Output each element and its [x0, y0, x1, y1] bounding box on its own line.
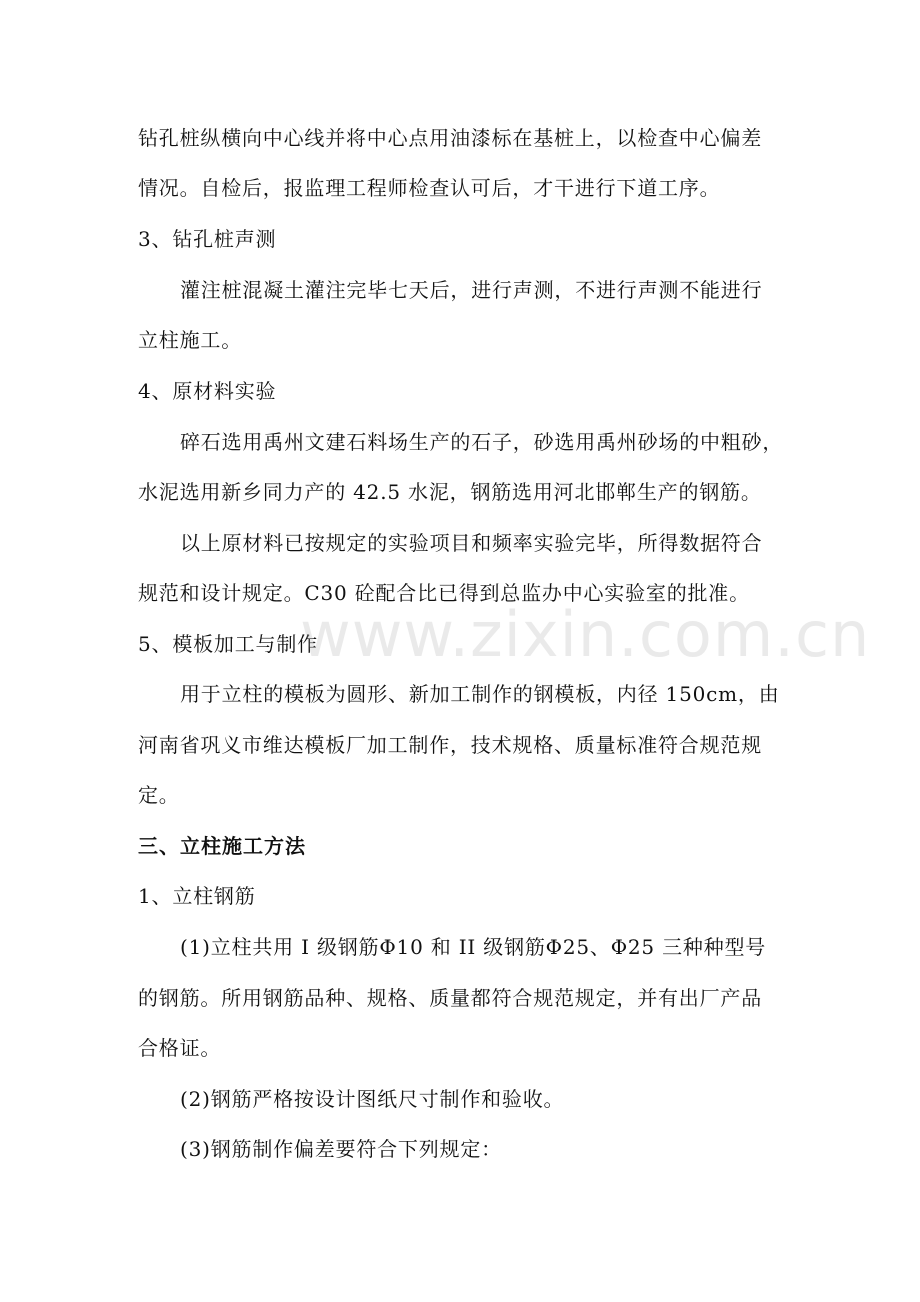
paragraph-line: (2)钢筋严格按设计图纸尺寸制作和验收。 [180, 1087, 565, 1111]
paragraph-line: 合格证。 [138, 1036, 222, 1060]
section-heading: 5、模板加工与制作 [138, 632, 318, 656]
section-heading: 3、钻孔桩声测 [138, 227, 277, 251]
section-heading: 1、立柱钢筋 [138, 884, 256, 908]
section-heading: 4、原材料实验 [138, 379, 277, 403]
paragraph-line: 钻孔桩纵横向中心线并将中心点用油漆标在基桩上，以检查中心偏差 [138, 126, 762, 150]
paragraph-line: 立柱施工。 [138, 328, 242, 352]
paragraph-line: 定。 [138, 783, 180, 807]
paragraph-line: 灌注桩混凝土灌注完毕七天后，进行声测，不进行声测不能进行 [180, 278, 763, 302]
paragraph-line: 规范和设计规定。C30 砼配合比已得到总监办中心实验室的批准。 [138, 581, 750, 605]
paragraph-line: 水泥选用新乡同力产的 42.5 水泥，钢筋选用河北邯郸生产的钢筋。 [138, 480, 762, 504]
paragraph-line: 用于立柱的模板为圆形、新加工制作的钢模板，内径 150cm，由 [180, 682, 780, 706]
paragraph-line: 的钢筋。所用钢筋品种、规格、质量都符合规范规定，并有出厂产品 [138, 986, 762, 1010]
chapter-heading: 三、立柱施工方法 [138, 834, 306, 858]
paragraph-line: 情况。自检后，报监理工程师检查认可后，才干进行下道工序。 [138, 176, 721, 200]
paragraph-line: 碎石选用禹州文建石料场生产的石子，砂选用禹州砂场的中粗砂， [180, 430, 784, 454]
watermark: www.zixin.com.cn [300, 598, 871, 671]
paragraph-line: (1)立柱共用 I 级钢筋Φ10 和 II 级钢筋Φ25、Φ25 三种种型号 [180, 935, 767, 959]
paragraph-line: (3)钢筋制作偏差要符合下列规定： [180, 1137, 502, 1161]
paragraph-line: 以上原材料已按规定的实验项目和频率实验完毕，所得数据符合 [180, 531, 763, 555]
paragraph-line: 河南省巩义市维达模板厂加工制作，技术规格、质量标准符合规范规 [138, 733, 762, 757]
